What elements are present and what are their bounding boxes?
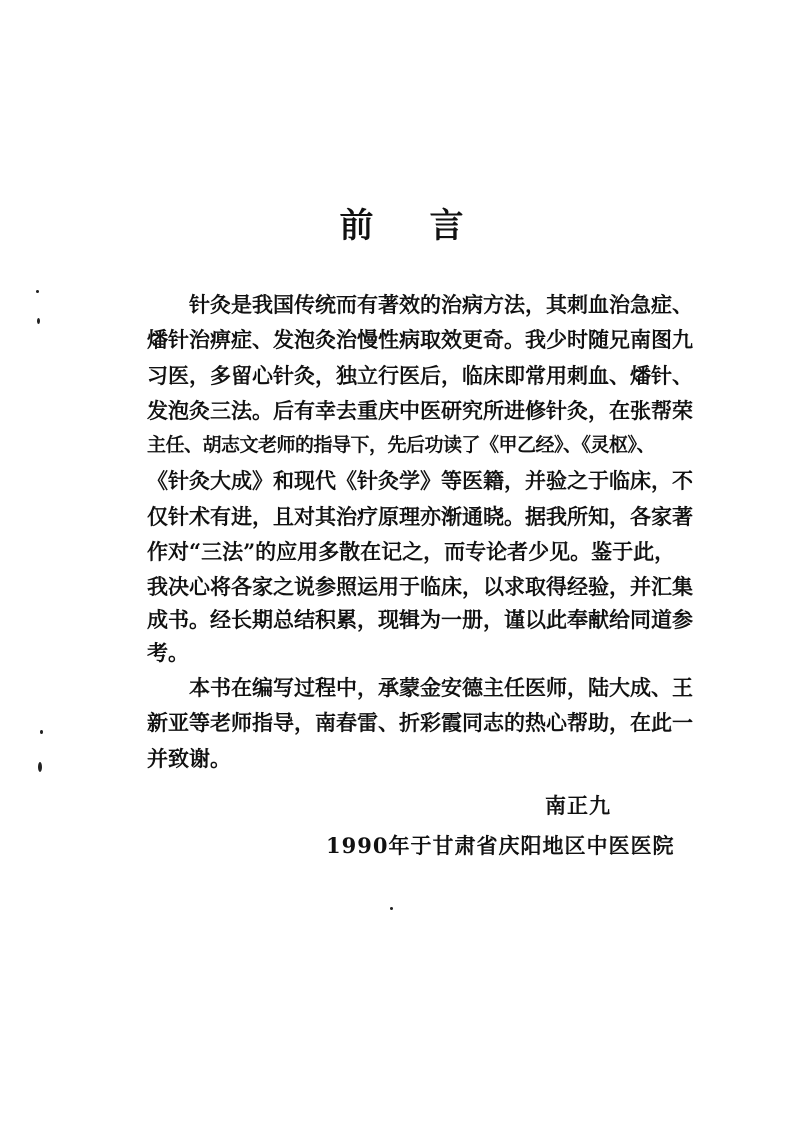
text-line: 仅针术有进，且对其治疗原理亦渐通晓。据我所知，各家著 — [147, 503, 693, 529]
text-line: 考。 — [147, 639, 189, 665]
paragraph-1 — [147, 287, 707, 670]
text-line: 新亚等老师指导，南春雷、折彩霞同志的热心帮助，在此一 — [147, 710, 693, 736]
text-line: 我决心将各家之说参照运用于临床，以求取得经验，并汇集 — [147, 574, 693, 600]
scan-speck — [40, 730, 43, 734]
signature-author: 南正九 — [545, 793, 611, 818]
title-char-2: 言 — [429, 206, 464, 246]
text-line: 燔针治痹症、发泡灸治慢性病取效更奇。我少时随兄南图九 — [147, 327, 693, 353]
text-line: 针灸是我国传统而有著效的治病方法，其刺血治急症、 — [189, 292, 693, 317]
page-title — [0, 198, 803, 247]
signature-date-place: 1990年于甘肃省庆阳地区中医医院 — [326, 833, 675, 858]
text-line: 发泡灸三法。后有幸去重庆中医研究所进修针灸，在张帮荣 — [147, 397, 693, 423]
text-line: 并致谢。 — [147, 745, 231, 771]
paragraph-2 — [147, 670, 707, 776]
text-line: 《针灸大成》和现代《针灸学》等医籍，并验之于临床，不 — [147, 468, 693, 494]
text-line: 本书在编写过程中，承蒙金安德主任医师，陆大成、王 — [189, 674, 693, 700]
scan-speck — [38, 762, 42, 772]
text-line: 作对“三法”的应用多散在记之，而专论者少见。鉴于此， — [147, 539, 676, 565]
text-line: 主任、胡志文老师的指导下，先后功读了《甲乙经》、《灵枢》、 — [147, 434, 656, 457]
text-line: 习医，多留心针灸，独立行医后，临床即常用刺血、燔针、 — [147, 362, 693, 388]
title-char-1: 前 — [339, 206, 374, 246]
scan-speck — [37, 318, 40, 324]
scan-speck — [36, 290, 39, 293]
scan-speck — [390, 907, 393, 910]
text-line: 成书。经长期总结积累，现辑为一册，谨以此奉献给同道参 — [147, 606, 693, 632]
preface-body — [147, 287, 707, 776]
